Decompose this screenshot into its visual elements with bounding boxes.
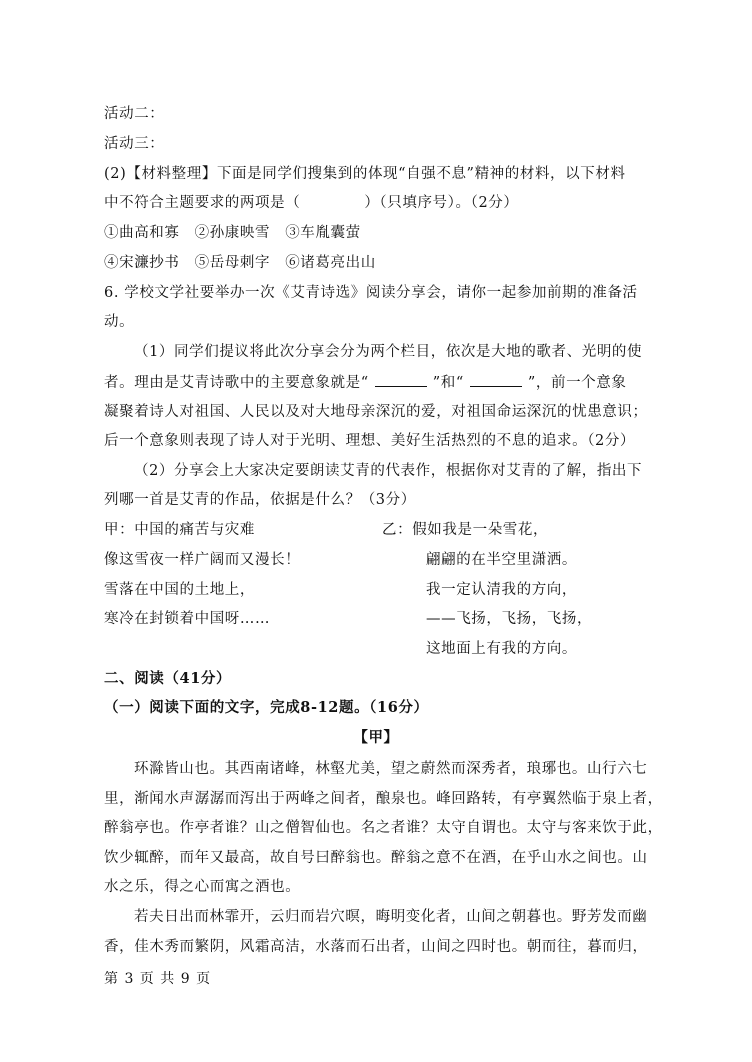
- question-6-1-line3: 凝聚着诗人对祖国、人民以及对大地母亲深沉的爱，对祖国命运深沉的忧患意识；: [104, 404, 648, 420]
- question-6-stem-cont: 动。: [104, 314, 135, 330]
- passage-line: 里，渐闻水声潺潺而泻出于两峰之间者，酿泉也。峰回路转，有亭翼然临于泉上者，: [104, 791, 663, 807]
- passage-line: 醉翁亭也。作亭者谁？山之僧智仙也。名之者谁？太守自谓也。太守与客来饮于此，: [104, 820, 663, 836]
- question-2-stem: (2)【材料整理】下面是同学们搜集到的体现“自强不息”精神的材料，以下材料: [104, 166, 626, 182]
- answer-blank-2[interactable]: [470, 372, 522, 387]
- passage-line: 香，佳木秀而繁阴，风霜高洁，水落而石出者，山间之四时也。朝而往，暮而归，: [104, 939, 648, 955]
- question-2-text-a: 中不符合主题要求的两项是（: [104, 195, 301, 211]
- question-2-options-row1: ①曲高和寡 ②孙康映雪 ③车胤囊萤: [104, 225, 361, 241]
- question-6-1-line1: （1）同学们提议将此次分享会分为两个栏目，依次是大地的歌者、光明的使: [134, 344, 643, 360]
- activity-three: 活动三：: [104, 136, 165, 152]
- question-6-1-line2: [104, 372, 626, 393]
- poem-a-line: 甲：中国的痛苦与灾难: [104, 522, 255, 538]
- passage-line: 饮少辄醉，而年又最高，故自号曰醉翁也。醉翁之意不在酒，在乎山水之间也。山: [104, 850, 648, 866]
- question-2-stem-cont: [104, 193, 519, 213]
- question-6-stem: 6. 学校文学社要举办一次《艾青诗选》阅读分享会，请你一起参加前期的准备活: [104, 285, 638, 301]
- answer-blank-1[interactable]: [375, 372, 427, 387]
- poem-b-line: 乙：假如我是一朵雪花，: [382, 522, 549, 538]
- question-6-1-line4: 后一个意象则表现了诗人对于光明、理想、美好生活热烈的不息的追求。（2分）: [104, 433, 636, 449]
- page-footer: 第 3 页 共 9 页: [104, 971, 212, 987]
- question-6-2-line2: 列哪一首是艾青的作品，依据是什么？（3分）: [104, 492, 416, 508]
- section-2-part-1-title: （一）阅读下面的文字，完成8-12题。（16分）: [104, 699, 429, 716]
- question-2-options-row2: ④宋濂抄书 ⑤岳母刺字 ⑥诸葛亮出山: [104, 255, 376, 271]
- question-6-1-text-b: ”和“: [432, 375, 464, 391]
- poem-b-line: 这地面上有我的方向。: [426, 641, 577, 657]
- question-6-1-text-a: 者。理由是艾青诗歌中的主要意象就是“: [104, 375, 369, 391]
- passage-label: 【甲】: [353, 729, 399, 746]
- passage-line: 若夫日出而林霏开，云归而岩穴暝，晦明变化者，山间之朝暮也。野芳发而幽: [134, 909, 648, 925]
- section-2-title: 二、阅读（41分）: [104, 670, 232, 687]
- poem-a-line: 像这雪夜一样广阔而又漫长！: [104, 552, 301, 568]
- question-2-text-b: ）（只填序号）。（2分）: [364, 195, 519, 211]
- question-6-1-text-c: ”，前一个意象: [527, 375, 627, 391]
- poem-b-line: ——飞扬，飞扬，飞扬，: [426, 611, 593, 627]
- poem-b-line: 我一定认清我的方向，: [426, 582, 577, 598]
- passage-line: 水之乐，得之心而寓之酒也。: [104, 879, 301, 895]
- question-6-2-line1: （2）分享会上大家决定要朗读艾青的代表作，根据你对艾青的了解，指出下: [134, 463, 643, 479]
- poem-a-line: 寒冷在封锁着中国呀……: [104, 611, 271, 627]
- poem-a-line: 雪落在中国的土地上，: [104, 582, 255, 598]
- passage-line: 环滁皆山也。其西南诸峰，林壑尤美，望之蔚然而深秀者，琅琊也。山行六七: [134, 761, 648, 777]
- poem-b-line: 翩翩的在半空里潇洒。: [426, 552, 577, 568]
- activity-two: 活动二：: [104, 106, 165, 122]
